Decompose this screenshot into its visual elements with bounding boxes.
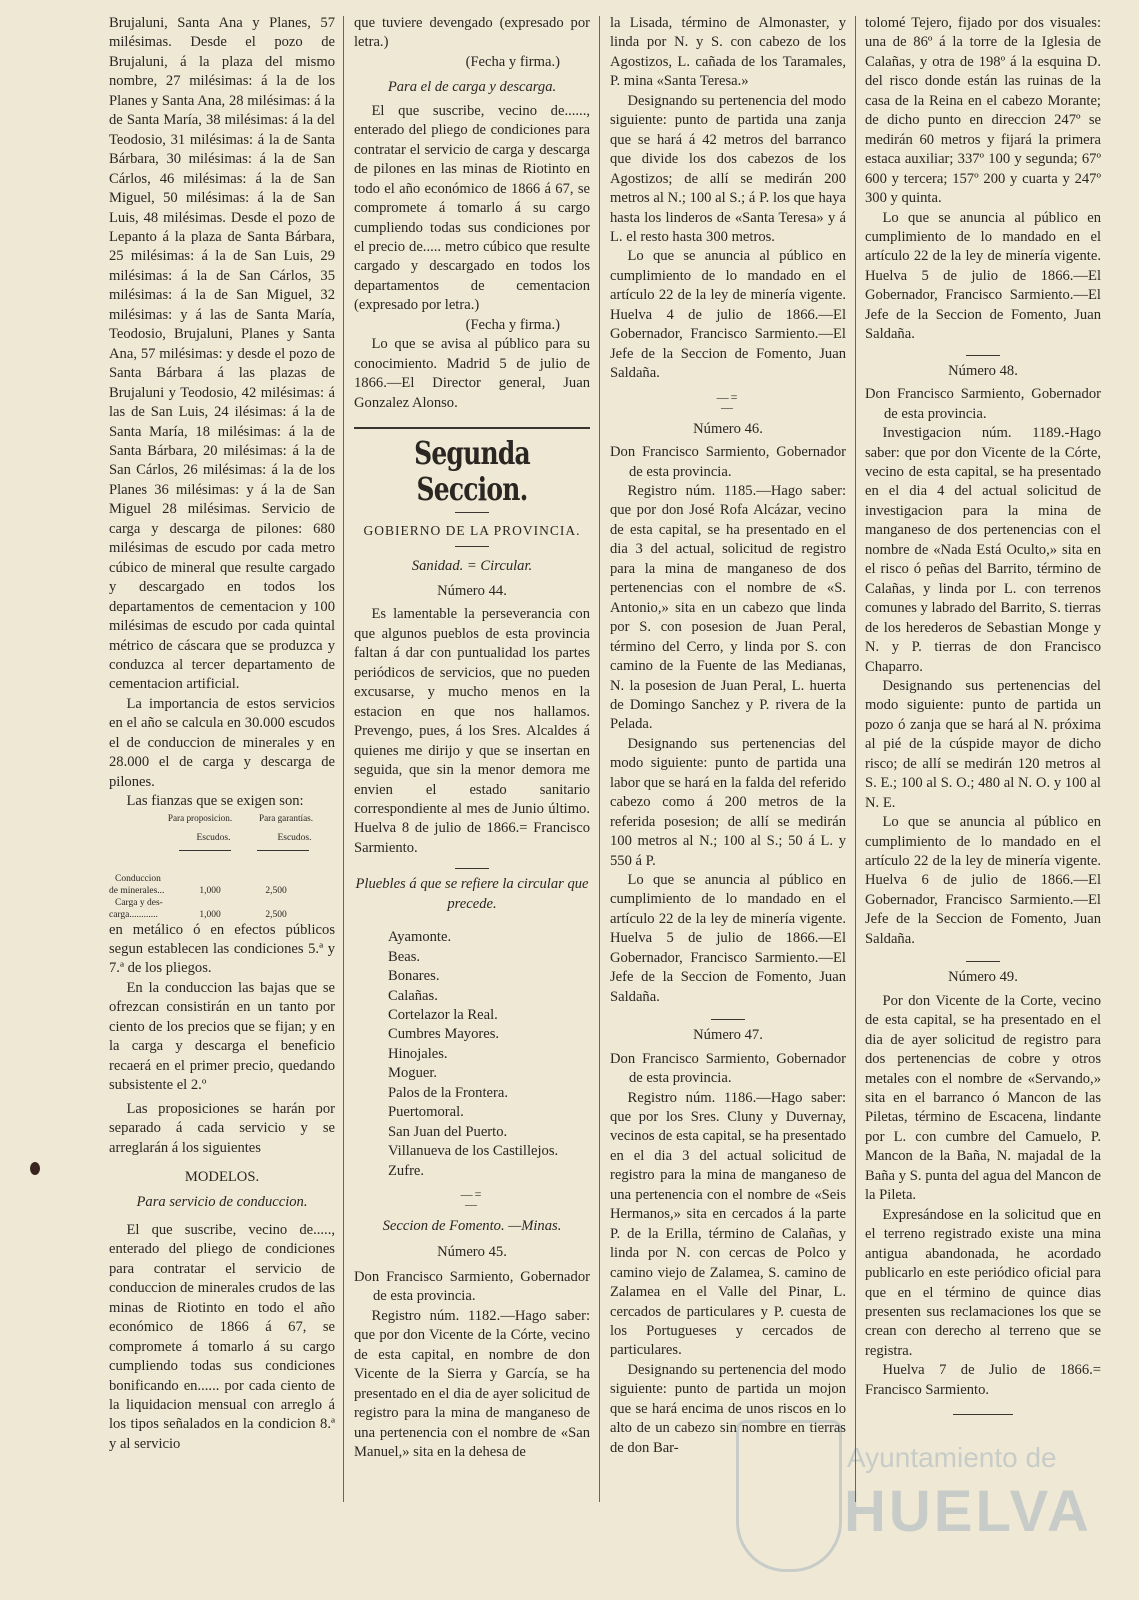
paragraph: Don Francisco Sarmiento, Gobernador de esta provincia. (610, 1050, 846, 1087)
paragraph: El que suscribe, vecino de....., enterado del pliego de condiciones para contratar el servicio de conduccion de minerales crudos de las minas de Riotinto en todo el año económico de 1866 á 67, se compromete á tomarlo á su cargo cumpliendo todas sus condiciones bonificando en...... por cada ciento de la liquidacion mensual con arreglo á los tipos señalados en la condicion 8.ª y al servicio (109, 1221, 335, 1452)
paragraph: Lo que se anuncia al público en cumplimiento de lo mandado en el artículo 22 de la ley de minería vigente. Huelva 5 de julio de 1866.—El Gobernador, Francisco Sarmiento.—El Jefe de la Seccion de Fomento, Juan Saldaña. (865, 209, 1101, 343)
signature-line: (Fecha y firma.) (465, 53, 560, 70)
divider: —=— (460, 1187, 484, 1212)
paragraph: La importancia de estos servicios en el año se calcula en 30.000 escudos el de conduccion de minerales y en 28.000 el de carga y descarga de pilones. (109, 695, 335, 790)
section-subheading: Para el de carga y descarga. (387, 79, 557, 96)
section-subheading: Seccion de Fomento. —Minas. (382, 1218, 562, 1235)
column-2 (354, 14, 590, 1463)
section-subheading: Para servicio de conduccion. (136, 1194, 308, 1211)
watermark-name: HUELVA (844, 1479, 1092, 1544)
paragraph: Don Francisco Sarmiento, Gobernador de esta provincia. (354, 1269, 590, 1305)
list-item: Moguer. (388, 1065, 438, 1082)
notice-number: Número 48. (948, 362, 1018, 379)
paragraph: Huelva 7 de Julio de 1866.= Francisco Sarmiento. (865, 1362, 1101, 1398)
list-item: Calañas. (388, 987, 438, 1004)
section-subheading: Pluebles á que se refiere la circular que precede. (355, 876, 589, 912)
section-title: Segunda Seccion. (414, 434, 530, 509)
column-rule (855, 16, 856, 1502)
paragraph: Lo que se anuncia al público en cumplimiento de lo mandado en el artículo 22 de la ley de minería vigente. Huelva 6 de julio de 1866.—El Gobernador, Francisco Sarmiento.—El Jefe de la Seccion de Fomento, Juan Saldaña. (865, 814, 1101, 947)
list-item: Bonares. (388, 968, 440, 985)
paragraph: Registro núm. 1185.—Hago saber: que por don José Rofa Alcázar, vecino de esta capital, se ha presentado en el dia 3 del actual, solicitud de registro para la mina de manganeso de dos pertenencias con el nombre de «S. Antonio,» sita en un cabezo que linda por S. con posesion de Juan Peral, término del Cerro, y linda por S. con camino de la Fuente de las Medianas, N. la posesion de Juan Peral, L. huerta de Domingo Sanchez y P. rivera de la Pelada. (610, 482, 846, 733)
paragraph: Don Francisco Sarmiento, Gobernador de esta provincia. (610, 444, 846, 480)
table-row: Carga y des- (115, 897, 163, 908)
divider: —=— (716, 389, 740, 414)
paragraph: Lo que se anuncia al público en cumplimiento de lo mandado en el artículo 22 de la ley de minería vigente. Huelva 4 de julio de 1866.—El Gobernador, Francisco Sarmiento.—El Jefe de la Seccion de Fomento, Juan Saldaña. (610, 248, 846, 382)
column-3 (610, 14, 846, 1458)
table-row: de minerales... 1,000 2,500 (109, 885, 287, 896)
list-item: Hinojales. (388, 1045, 448, 1062)
paragraph: tolomé Tejero, fijado por dos visuales: una de 86º á la torre de la Iglesia de Calañas, y otra de 198º á la esquina D. del risco donde están las ruinas de la casa de la Reina en el cabezo Morante; de dicho punto en direccion 247º se medirán 60 metros y fijará la primera estaca auxiliar; 337º 100 y segunda; 67º 600 y tercera; 157º 200 y cuarta y 247º 300 y quinta. (865, 15, 1101, 207)
paragraph: El que suscribe, vecino de......, enterado del pliego de condiciones para contratar el servicio de carga y descarga de pilones en las minas de Riotinto en todo el año económico de 1866 á 67, se compromete á tomarlo á su cargo cumpliendo todas sus condiciones por el precio de..... metro cúbico que resulte cargado y descargado en todos los departamentos de cementacion (expresado por letra.) (354, 102, 590, 314)
town-list (354, 928, 590, 1181)
paragraph: Designando sus pertenencias del modo siguiente: punto de partida un pozo ó zanja que se hará al N. próxima al pié de la cúspide mayor de dicho risco; de allí se medirán 120 metros al S. E.; 100 al S. O.; 480 al N. O. y 100 al N. E. (865, 677, 1101, 811)
paragraph: Don Francisco Sarmiento, Gobernador de esta provincia. (865, 386, 1101, 422)
bond-table (109, 812, 335, 921)
table-unit: Escudos. (277, 832, 312, 843)
paragraph: Designando sus pertenencias del modo siguiente: punto de partida una labor que se hará en la falda del referido cabezo como á 200 metros de la referida posesion; de allí se medirán 100 metros al N.; 100 al S.; 50 á L. y 550 á P. (610, 735, 846, 869)
notice-number: Número 46. (693, 420, 763, 437)
department-heading: GOBIERNO DE LA PROVINCIA. (363, 523, 581, 539)
paragraph: en metálico ó en efectos públicos segun establecen las condiciones 5.ª y 7.ª de los pliegos. (109, 921, 335, 977)
table-header: Para garantías. (258, 812, 314, 823)
table-row: Conduccion (115, 873, 161, 884)
divider (455, 546, 489, 547)
paragraph: En la conduccion las bajas que se ofrezcan consistirán en un tanto por ciento de los precios que se fijan; y en la carga y descarga el beneficio recaerá en el primer precio, quedando subsistente el 2.º (109, 979, 335, 1094)
paragraph: Registro núm. 1186.—Hago saber: que por los Sres. Cluny y Duvernay, vecinos de esta capital, se ha presentado en el dia 3 del actual solicitud de registro para la mina de manganeso de una pertenencia con el nombre de «Seis Hermanos,» sita en cercados á la parte P. de la Erilla, término de Calañas, y linda por N. con cercas de Polco y camino viejo de Zalamea, S. camino de Zalamea en el Valle del Pinar, L. cercados de particulares y P. cuesta de los Portugueses y cercados de particulares. (610, 1089, 846, 1359)
paragraph: Designando su pertenencia del modo siguiente: punto de partida un mojon que se hará encima de unos riscos en lo alto de un cabezo sin nombre en tierras de don Bar- (610, 1361, 846, 1456)
list-item: Ayamonte. (388, 929, 452, 946)
list-item: Cumbres Mayores. (388, 1026, 500, 1043)
watermark-title: Ayuntamiento de (847, 1442, 1057, 1473)
list-item: Cortelazor la Real. (388, 1007, 498, 1024)
paragraph: Investigacion núm. 1189.-Hago saber: que por don Vicente de la Córte, vecino de esta capital, se ha presentado en el dia 4 del actual solicitud de investigacion para la mina de manganeso de dos pertenencias con el nombre de «Nada Está Oculto,» sita en el risco ó peñas del Barrito, término de Calañas, y linda por L. con terrenos comunes y labrado del Barrito, S. tierras de los herederos de Sebastian Monge y N. y P. tierras de don Francisco Chaparro. (865, 425, 1101, 675)
notice-number: Número 49. (948, 969, 1018, 986)
column-rule (343, 16, 344, 1502)
section-rule (354, 427, 590, 429)
column-rule (599, 16, 600, 1502)
list-item: Villanueva de los Castillejos. (388, 1143, 559, 1160)
column-4 (865, 14, 1101, 1421)
list-item: Puertomoral. (388, 1104, 464, 1121)
list-item: San Juan del Puerto. (388, 1123, 508, 1140)
divider (711, 1019, 745, 1020)
paragraph: Las fianzas que se exigen son: (126, 793, 304, 810)
divider (953, 1414, 1013, 1415)
table-header: Para proposicion. (167, 812, 233, 823)
list-item: Palos de la Frontera. (388, 1084, 508, 1101)
list-item: Zufre. (388, 1162, 425, 1179)
paragraph: la Lisada, término de Almonaster, y linda por N. y S. con cabezo de los Agostizos, L. cañada de los Taramales, P. mina «Santa Teresa.» (610, 15, 846, 90)
divider (966, 355, 1000, 356)
ink-blot (30, 1162, 40, 1175)
paragraph: Lo que se anuncia al público en cumplimiento de lo mandado en el artículo 22 de la ley de minería vigente. Huelva 5 de julio de 1866.—El Gobernador, Francisco Sarmiento.—El Jefe de la Seccion de Fomento, Juan Saldaña. (610, 872, 846, 1005)
paragraph: Brujaluni, Santa Ana y Planes, 57 milésimas. Desde el pozo de Brujaluni, á la plaza del mismo nombre, 27 milésimas: á la de los Planes y Santa Ana, 28 milésimas: á la de Santa María, 38 milésimas: á la del Teodosio, 31 milésimas: á la de Santa Bárbara, 30 milésimas: á la de San Cárlos, 46 milésimas: á la de San Miguel, 50 milésimas: á la de San Luis, 48 milésimas. Desde el pozo de Lepanto á la plaza de Santa Bárbara, 25 milésimas: á la de San Luis, 29 milésimas: á la de San Cárlos, 35 milésimas: á la de San Miguel, 32 milésimas: y á las de Santa María, Teodosio, Brujaluni, Planes y Santa Ana, 57 milésimas: y desde el pozo de Santa Bárbara á las plazas de Brujaluni y Teodosio, 42 milésimas: á las de San Luis, 24 ilésimas: á la de Santa María, 18 milésimas: á la de Santa Bárbara, 20 milésimas: á la de San Cárlos, 26 milésimas: á la de los Planes 36 milésimas: y á la de San Miguel 28 milésimas. Servicio de carga y descarga de pilones: 680 milésimas de escudo por cada metro cúbico de mineral que resulte cargado y descargado en todos los departamentos de cementacion y 100 milésimas de escudo por cada quintal métrico de cáscara que se produzca y conduzca al tercer departamento de cementacion artificial. (109, 15, 335, 693)
paragraph: Expresándose en la solicitud que en el terreno registrado existe una mina antigua abandonada, he acordado publicarlo en este periódico oficial para que en el término de quince dias presenten sus reclamaciones los que se crean con derecho al terreno que se registra. (865, 1206, 1101, 1359)
city-seal-icon (736, 1420, 842, 1572)
divider (455, 868, 489, 869)
paragraph: Lo que se avisa al público para su conocimiento. Madrid 5 de julio de 1866.—El Director general, Juan Gonzalez Alonso. (354, 336, 590, 411)
paragraph: Es lamentable la perseverancia con que algunos pueblos de esta provincia faltan á dar con puntualidad los partes periódicos de servicios, que no pueden excusarse, y mucho menos en la estacion en que nos hallamos. Prevengo, pues, á los Sres. Alcaldes á quienes me dirijo y que se insertan en seguida, que sin la menor demora me envien el estado sanitario correspondiente al mes de Junio último. Huelva 8 de julio de 1866.= Francisco Sarmiento. (354, 606, 590, 856)
list-item: Beas. (388, 948, 421, 965)
table-row: carga............ 1,000 2,500 (109, 909, 287, 920)
divider (455, 512, 489, 513)
paragraph: Registro núm. 1182.—Hago saber: que por don Vicente de la Córte, vecino de esta capital, en nombre de don Vicente de la Sierra y García, se ha presentado en el dia de ayer solicitud de registro para la mina de manganeso de una pertenencia con el nombre de «San Manuel,» sita en la dehesa de (354, 1307, 590, 1461)
column-1 (109, 14, 335, 1454)
section-heading: MODELOS. (184, 1169, 260, 1186)
notice-number: Número 47. (693, 1027, 763, 1044)
notice-number: Número 44. (437, 582, 507, 599)
paragraph: Por don Vicente de la Corte, vecino de esta capital, se ha presentado en el dia de ayer solicitud de registro para dos pertenencias de cobre y otros metales con el nombre de «Servando,» sita en el barranco ó Mancon de las Piletas, término de Escacena, lindante por L. con cumbre del Camuelo, P. Mancon de la Baña, N. majadal de la Baña y S. punta del agua del Mancon de la Pileta. (865, 992, 1101, 1204)
paragraph: Designando su pertenencia del modo siguiente: punto de partida una zanja que se hará á 42 metros del barranco que divide los dos cabezos de los Agostizos; de allí se medirán 200 metros al N.; 100 al S.; á P. los que haya hasta los linderos de «Santa Teresa» y á L. el resto hasta 300 metros. (610, 92, 846, 245)
table-unit: Escudos. (196, 832, 231, 843)
paragraph: Las proposiciones se harán por separado á cada servicio y se arreglarán á los siguientes (109, 1100, 335, 1156)
notice-number: Número 45. (437, 1243, 507, 1260)
section-subheading: Sanidad. = Circular. (411, 557, 533, 574)
divider (966, 961, 1000, 962)
signature-line: (Fecha y firma.) (465, 316, 560, 333)
watermark (736, 1420, 1116, 1570)
paragraph: que tuviere devengado (expresado por letra.) (354, 15, 590, 51)
